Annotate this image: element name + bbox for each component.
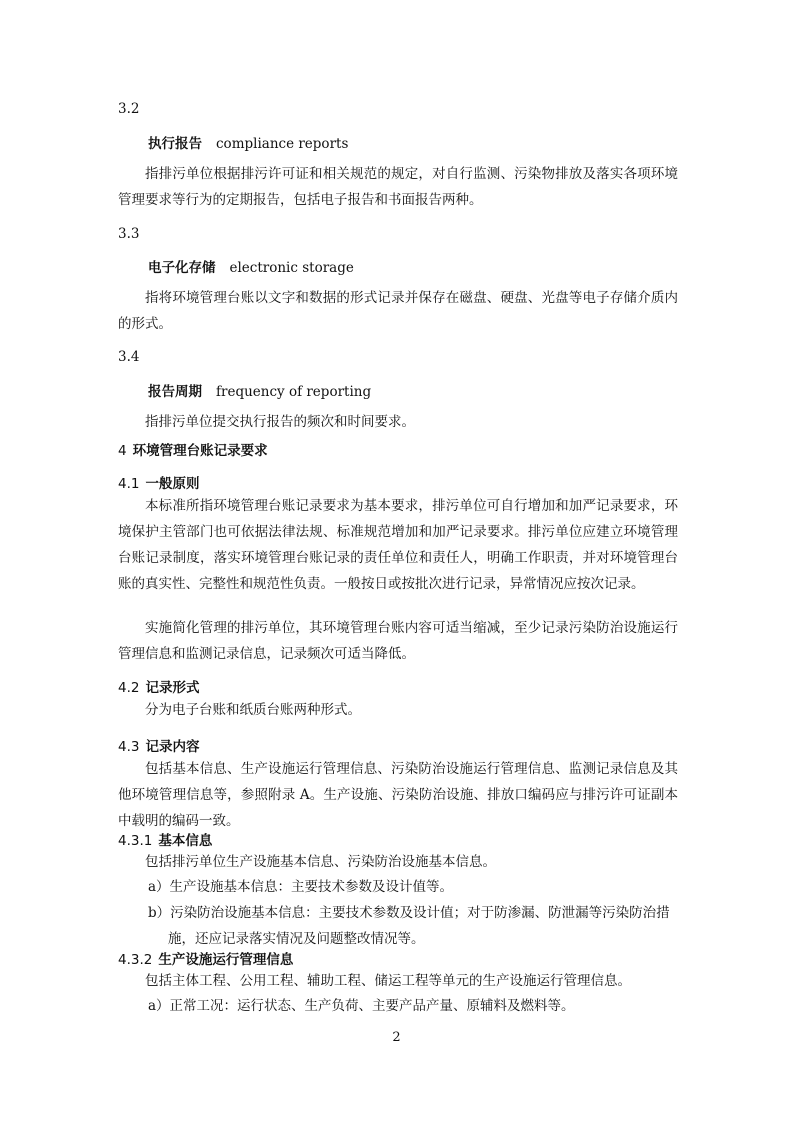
list-item: b）污染防治设施基本信息：主要技术参数及设计值；对于防渗漏、防泄漏等污染防治措施，还应记录落实情况及问题整改情况等。 [148,905,670,947]
term-definition: 指排污单位提交执行报告的频次和时间要求。 [145,414,415,430]
subsection-number: 4.1 [118,476,140,492]
paragraph: 分为电子台账和纸质台账两种形式。 [145,702,361,718]
paragraph: 包括主体工程、公用工程、辅助工程、储运工程等单元的生产设施运行管理信息。 [145,973,631,989]
section-title: 环境管理台账记录要求 [132,443,268,459]
page-number: 2 [392,1030,401,1045]
subsection-title: 基本信息 [158,833,213,849]
paragraph: 实施简化管理的排污单位，其环境管理台账内容可适当缩减，至少记录污染防治设施运行管理信息和监测记录信息，记录频次可适当降低。 [118,620,678,662]
section-heading [118,439,678,459]
term-heading [148,256,708,276]
term-english: frequency of reporting [216,384,372,400]
subsection-number: 4.3 [118,739,140,755]
subsection-title: 记录形式 [145,680,200,696]
term-chinese: 报告周期 [148,384,202,400]
term-definition: 指排污单位根据排污许可证和相关规范的规定，对自行监测、污染物排放及落实各项环境管理要求等行为的定期报告，包括电子报告和书面报告两种。 [118,166,678,208]
subsection-title: 记录内容 [145,739,200,755]
clause-number: 3.4 [118,349,140,365]
subsection-heading [118,472,678,492]
subsection-heading [118,676,678,696]
subsection-number: 4.3.1 [118,833,153,849]
paragraph: 本标准所指环境管理台账记录要求为基本要求，排污单位可自行增加和加严记录要求，环境保护主管部门也可依据法律法规、标准规范增加和加严记录要求。排污单位应建立环境管理台账记录制度，落实环境管理台账记录的责任单位和责任人，明确工作职责，并对环境管理台账的真实性、完整性和规范性负责。一般按日或按批次进行记录，异常情况应按次记录。 [118,498,678,592]
subsection-title: 生产设施运行管理信息 [158,952,294,968]
subsection-heading [118,735,678,755]
subsection-heading [118,829,678,849]
term-heading [148,380,708,400]
subsection-number: 4.2 [118,680,140,696]
list-item: a）正常工况：运行状态、生产负荷、主要产品产量、原辅料及燃料等。 [148,998,575,1014]
section-number: 4 [118,443,127,459]
term-definition: 指将环境管理台账以文字和数据的形式记录并保存在磁盘、硬盘、光盘等电子存储介质内的形式。 [118,290,678,332]
term-heading [148,132,708,152]
term-chinese: 电子化存储 [148,260,216,276]
clause-number: 3.2 [118,101,140,117]
clause-number: 3.3 [118,226,140,242]
term-english: compliance reports [216,136,349,152]
list-item: a）生产设施基本信息：主要技术参数及设计值等。 [148,879,454,895]
subsection-title: 一般原则 [145,476,200,492]
subsection-heading [118,948,678,968]
paragraph: 包括排污单位生产设施基本信息、污染防治设施基本信息。 [145,854,496,870]
subsection-number: 4.3.2 [118,952,153,968]
term-chinese: 执行报告 [148,136,202,152]
paragraph: 包括基本信息、生产设施运行管理信息、污染防治设施运行管理信息、监测记录信息及其他环境管理信息等，参照附录 A。生产设施、污染防治设施、排放口编码应与排污许可证副本中载明的编码一致。 [118,761,678,829]
term-english: electronic storage [229,260,354,276]
